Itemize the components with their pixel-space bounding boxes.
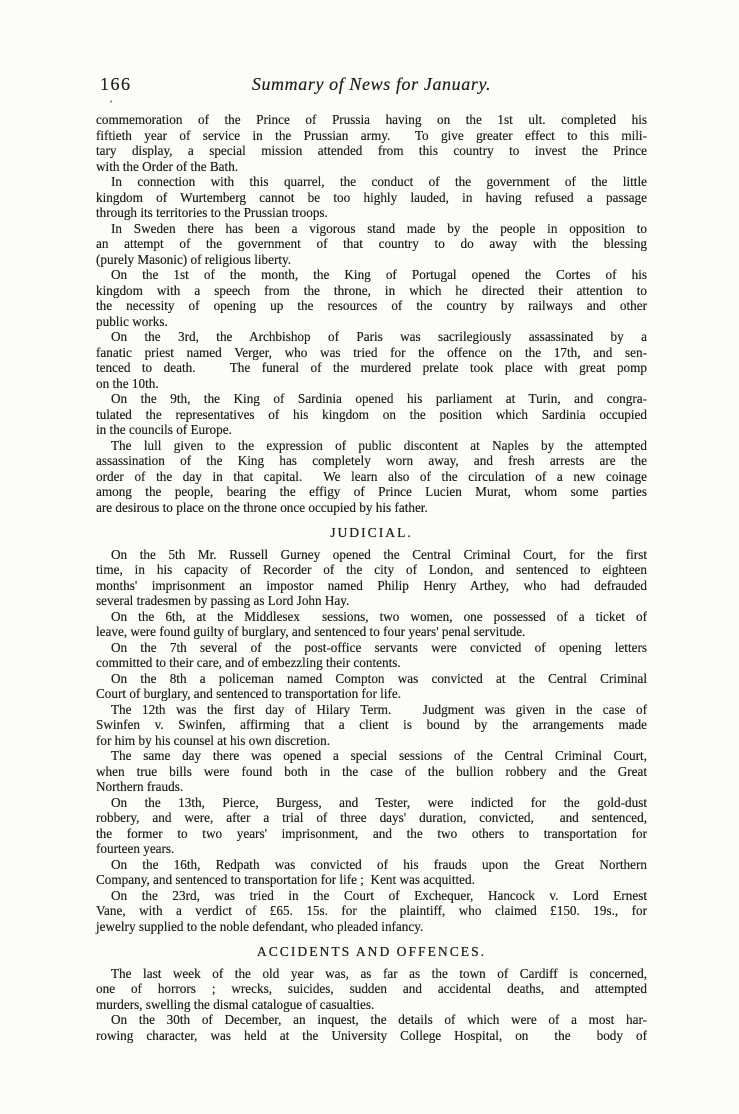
text-line: Court of burglary, and sentenced to transportation for life.	[96, 686, 402, 701]
text-line: public works.	[96, 313, 168, 329]
text-line: On the 16th, Redpath was convicted of his frauds upon the Great Northern	[111, 856, 647, 872]
text-line: On the 9th, the King of Sardinia opened his parliament at Turin, and congra-	[111, 391, 647, 406]
paragraph	[96, 438, 647, 516]
text-line: kingdom of Wurtemberg cannot be too highly lauded, in having refused a passage	[96, 189, 647, 205]
text-line: tenced to death. The funeral of the murdered prelate took place with great pomp	[96, 360, 647, 375]
paragraph	[96, 174, 647, 221]
text-line: On the 1st of the month, the King of Portugal opened the Cortes of his	[111, 267, 647, 282]
text-line: months' imprisonment an impostor named Philip Henry Arthey, who had defrauded	[96, 577, 647, 593]
text-line: leave, were found guilty of burglary, and sentenced to four years' penal servitude.	[96, 624, 526, 639]
text-line: Swinfen v. Swinfen, affirming that a client is bound by the arrangements made	[96, 717, 647, 732]
text-line: The lull given to the expression of public discontent at Naples by the attempted	[111, 437, 647, 453]
text-line: On the 6th, at the Middlesex sessions, two women, one possessed of a ticket of	[111, 608, 647, 624]
section-heading: JUDICIAL.	[330, 525, 413, 540]
paragraph	[96, 609, 647, 640]
text-line: among the people, bearing the effigy of Prince Lucien Murat, whom some parties	[96, 484, 647, 499]
text-line: when true bills were found both in the case of the bullion robbery and the Great	[96, 763, 647, 779]
paragraph	[96, 795, 647, 857]
document-page	[96, 72, 647, 1043]
text-line: Vane, with a verdict of £65. 15s. for the plaintiff, who claimed £150. 19s., for	[96, 903, 647, 918]
text-line: (purely Masonic) of religious liberty.	[96, 251, 292, 267]
page-header	[96, 72, 647, 98]
text-line: one of horrors ; wrecks, suicides, sudden and accidental deaths, and attempted	[96, 981, 647, 996]
text-line: kingdom with a speech from the throne, in which he directed their attention to	[96, 282, 647, 298]
text-line: in the councils of Europe.	[96, 422, 232, 437]
section-heading: ACCIDENTS AND OFFENCES.	[256, 944, 487, 959]
paragraph	[96, 112, 647, 174]
text-line: time, in his capacity of Recorder of the city of London, and sentenced to eighteen	[96, 562, 647, 577]
text-line: the former to two years' imprisonment, and the two others to transportation for	[96, 825, 647, 841]
text-line: commemoration of the Prince of Prussia having on the 1st ult. completed his	[96, 112, 647, 127]
text-line: On the 23rd, was tried in the Court of Exchequer, Hancock v. Lord Ernest	[111, 887, 647, 903]
text-line: through its territories to the Prussian troops.	[96, 205, 328, 220]
paragraph	[96, 221, 647, 268]
text-line: several tradesmen by passing as Lord John Hay.	[96, 593, 350, 608]
text-line: the necessity of opening up the resources of the country by railways and other	[96, 298, 647, 313]
text-line: Northern frauds.	[96, 779, 184, 794]
paragraph	[96, 640, 647, 671]
text-line: The 12th was the first day of Hilary Term. Judgment was given in the case of	[111, 701, 647, 717]
paragraph	[96, 671, 647, 702]
paragraph	[96, 547, 647, 609]
text-line: murders, swelling the dismal catalogue of casualties.	[96, 996, 375, 1012]
text-line: on the 10th.	[96, 375, 159, 391]
running-title: Summary of News for January.	[251, 74, 492, 94]
text-line: On the 3rd, the Archbishop of Paris was sacrilegiously assassinated by a	[111, 329, 647, 344]
text-line: tary display, a special mission attended from this country to invest the Prince	[96, 143, 647, 158]
text-line: fourteen years.	[96, 841, 175, 856]
text-line: rowing character, was held at the University College Hospital, on the body of	[96, 1027, 647, 1043]
text-line: an attempt of the government of that country to do away with the blessing	[96, 236, 647, 251]
paragraph	[96, 702, 647, 749]
text-line: assassination of the King has completely worn away, and fresh arrests are the	[96, 453, 647, 468]
page-body	[96, 112, 647, 1043]
text-line: On the 8th a policeman named Compton was convicted at the Central Criminal	[111, 670, 647, 686]
text-line: committed to their care, and of embezzling their contents.	[96, 655, 401, 670]
text-line: order of the day in that capital. We learn also of the circulation of a new coinage	[96, 468, 647, 484]
text-line: robbery, and were, after a trial of three days' duration, convicted, and sentenced,	[96, 810, 647, 825]
text-line: On the 5th Mr. Russell Gurney opened the Central Criminal Court, for the first	[111, 546, 647, 562]
text-line: In Sweden there has been a vigorous stand made by the people in opposition to	[111, 220, 647, 236]
page-number: 166	[100, 74, 132, 94]
text-line: On the 30th of December, an inquest, the details of which were of a most har-	[111, 1012, 647, 1027]
text-line: On the 13th, Pierce, Burgess, and Tester, were indicted for the gold-dust	[111, 794, 647, 810]
text-line: tulated the representatives of his kingdom on the position which Sardinia occupied	[96, 406, 647, 422]
scan-artifact-mark: ‘	[108, 97, 114, 111]
text-line: jewelry supplied to the noble defendant, who pleaded infancy.	[96, 918, 424, 934]
text-line: fiftieth year of service in the Prussian army. To give greater effect to this mili-	[96, 127, 647, 143]
text-line: Company, and sentenced to transportation for life ; Kent was acquitted.	[96, 872, 475, 887]
paragraph	[96, 748, 647, 795]
paragraph	[96, 1012, 647, 1043]
text-line: fanatic priest named Verger, who was tried for the offence on the 17th, and sen-	[96, 344, 647, 360]
text-line: In connection with this quarrel, the conduct of the government of the little	[111, 174, 647, 189]
paragraph	[96, 888, 647, 935]
paragraph	[96, 391, 647, 438]
paragraph	[96, 267, 647, 329]
text-line: On the 7th several of the post-office servants were convicted of opening letters	[111, 639, 647, 655]
text-line: The last week of the old year was, as far as the town of Cardiff is concerned,	[111, 965, 647, 981]
text-line: The same day there was opened a special sessions of the Central Criminal Court,	[111, 748, 647, 763]
text-line: for him by his counsel at his own discretion.	[96, 732, 331, 748]
text-line: are desirous to place on the throne once occupied by his father.	[96, 499, 428, 515]
paragraph	[96, 329, 647, 391]
paragraph	[96, 966, 647, 1013]
paragraph	[96, 857, 647, 888]
text-line: with the Order of the Bath.	[96, 158, 239, 174]
